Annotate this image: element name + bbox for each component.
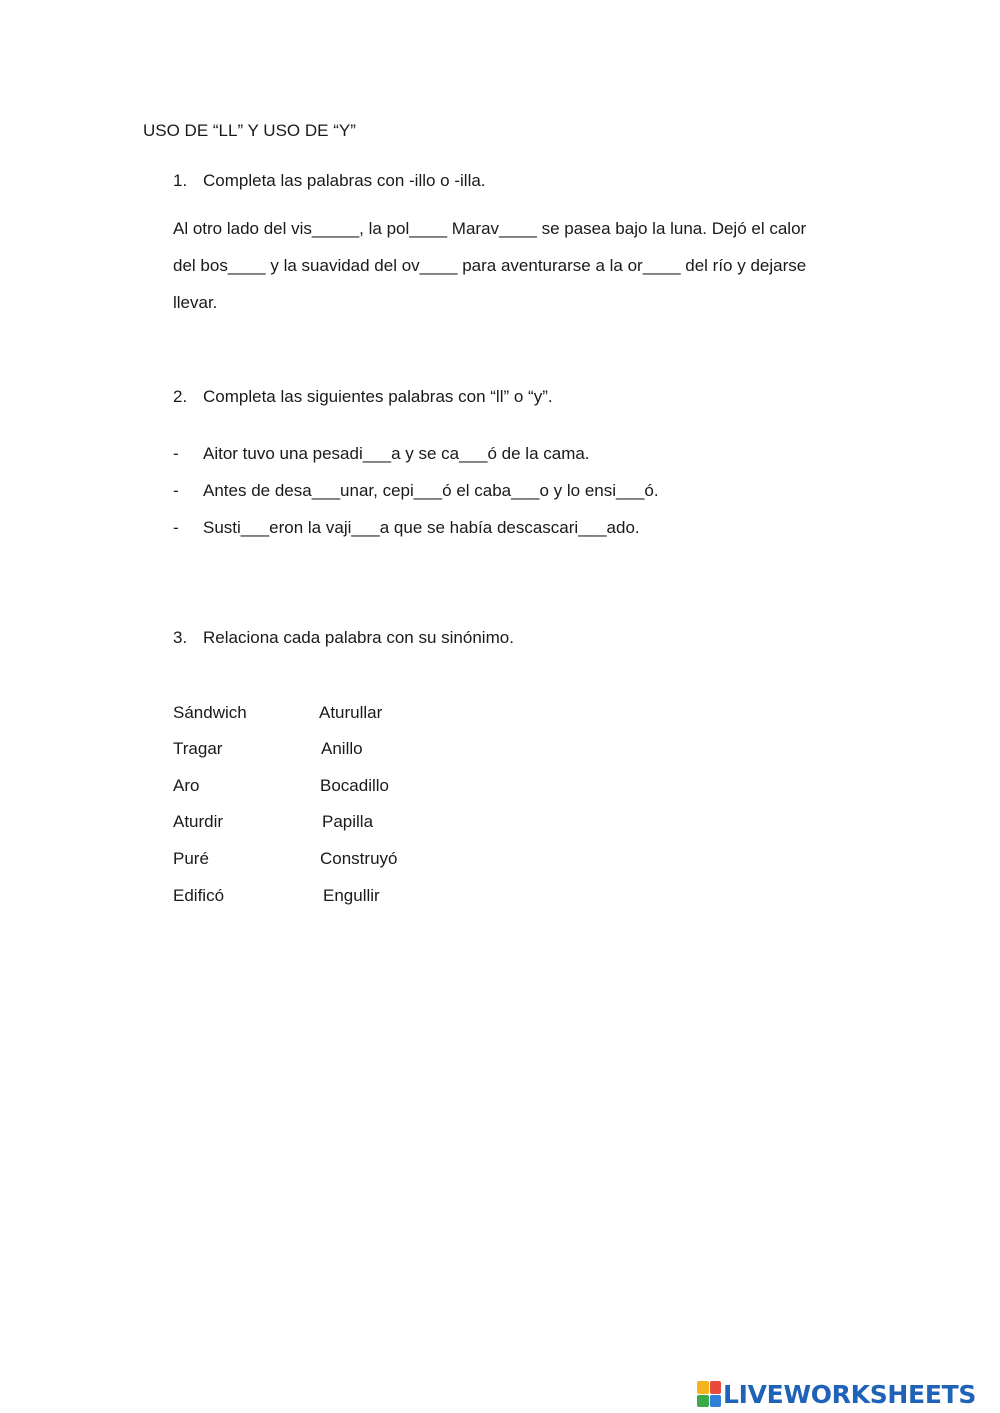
logo-square — [710, 1395, 722, 1408]
exercise-3-heading — [173, 628, 514, 648]
match-word: Aturdir — [173, 812, 224, 831]
exercise-2-item-text: Antes de desa___unar, cepi___ó el caba___o y lo ensi___ó. — [203, 481, 659, 500]
exercise-2-number: 2. — [173, 387, 188, 406]
match-synonym[interactable]: Construyó — [320, 849, 398, 868]
exercise-2-item-2 — [173, 481, 659, 501]
match-synonym[interactable]: Bocadillo — [320, 776, 389, 795]
bullet-dash: - — [173, 481, 179, 500]
exercise-2-heading — [173, 387, 553, 407]
exercise-1-instruction: Completa las palabras con -illo o -illa. — [203, 171, 486, 190]
exercise-3-number: 3. — [173, 628, 188, 647]
exercise-1-number: 1. — [173, 171, 188, 190]
exercise-2-item-text: Aitor tuvo una pesadi___a y se ca___ó de la cama. — [203, 444, 590, 463]
match-word: Puré — [173, 849, 209, 868]
logo-square — [697, 1381, 709, 1394]
logo-square — [710, 1381, 722, 1394]
logo-square — [697, 1395, 709, 1408]
exercise-2-item-1 — [173, 444, 590, 464]
exercise-1-line-3: llevar. — [173, 293, 218, 312]
liveworksheets-logo-icon — [697, 1381, 721, 1407]
match-word: Edificó — [173, 886, 225, 905]
exercise-2-instruction: Completa las siguientes palabras con “ll” o “y”. — [203, 387, 553, 406]
exercise-1-line-1: Al otro lado del vis_____, la pol____ Marav____ se pasea bajo la luna. Dejó el calor — [173, 219, 807, 238]
bullet-dash: - — [173, 444, 179, 463]
exercise-2-item-3 — [173, 518, 640, 538]
exercise-1-heading — [173, 171, 486, 191]
exercise-1-line-2: del bos____ y la suavidad del ov____ para aventurarse a la or____ del río y dejarse — [173, 256, 807, 275]
match-synonym[interactable]: Aturullar — [319, 703, 383, 722]
liveworksheets-logo — [697, 1378, 976, 1410]
match-synonym[interactable]: Engullir — [323, 886, 380, 905]
match-synonym[interactable]: Anillo — [321, 739, 363, 758]
match-synonym[interactable]: Papilla — [322, 812, 374, 831]
match-word: Sándwich — [173, 703, 247, 722]
exercise-3-instruction: Relaciona cada palabra con su sinónimo. — [203, 628, 514, 647]
match-word: Tragar — [173, 739, 223, 758]
liveworksheets-logo-text: LIVEWORKSHEETS — [723, 1379, 977, 1409]
match-word: Aro — [173, 776, 200, 795]
exercise-2-item-text: Susti___eron la vaji___a que se había descascari___ado. — [203, 518, 640, 537]
bullet-dash: - — [173, 518, 179, 537]
worksheet-title: USO DE “LL” Y USO DE “Y” — [143, 121, 356, 140]
